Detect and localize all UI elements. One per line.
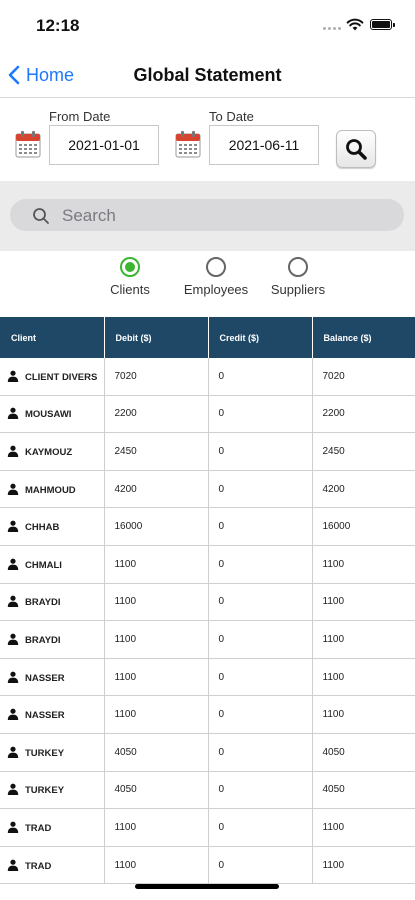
client-cell — [0, 771, 104, 809]
client-cell — [0, 846, 104, 884]
credit-cell: 0 — [208, 508, 312, 546]
credit-cell: 0 — [208, 621, 312, 659]
person-icon — [7, 445, 19, 457]
search-area — [0, 181, 415, 251]
person-icon — [7, 483, 19, 495]
column-header: Debit ($) — [104, 317, 208, 358]
column-header: Client — [0, 317, 104, 358]
table-row[interactable] — [0, 658, 415, 696]
table-row[interactable] — [0, 545, 415, 583]
credit-cell: 0 — [208, 358, 312, 395]
navigation-bar — [0, 50, 415, 98]
person-icon — [7, 859, 19, 871]
battery-icon — [370, 19, 392, 30]
column-header: Balance ($) — [312, 317, 415, 358]
to-date-field[interactable]: 2021-06-11 — [209, 125, 319, 165]
balance-cell: 4050 — [312, 733, 415, 771]
table-row[interactable] — [0, 358, 415, 395]
person-icon — [7, 821, 19, 833]
table-row[interactable] — [0, 846, 415, 884]
client-cell — [0, 433, 104, 471]
person-icon — [7, 407, 19, 419]
client-name: TURKEY — [25, 747, 65, 759]
debit-cell: 16000 — [104, 508, 208, 546]
table-row[interactable] — [0, 395, 415, 433]
client-cell — [0, 470, 104, 508]
search-placeholder: Search — [62, 206, 116, 225]
credit-cell: 0 — [208, 433, 312, 471]
balance-cell: 1100 — [312, 658, 415, 696]
balance-cell: 2200 — [312, 395, 415, 433]
radio-button[interactable] — [206, 257, 226, 277]
home-indicator — [135, 884, 279, 889]
client-name: CLIENT DIVERS — [25, 371, 98, 383]
person-icon — [7, 671, 19, 683]
search-button[interactable] — [336, 130, 376, 168]
debit-cell: 1100 — [104, 583, 208, 621]
person-icon — [7, 595, 19, 607]
credit-cell: 0 — [208, 545, 312, 583]
credit-cell: 0 — [208, 470, 312, 508]
credit-cell: 0 — [208, 583, 312, 621]
table-row[interactable] — [0, 621, 415, 659]
status-time: 12:18 — [36, 16, 80, 35]
balance-cell: 1100 — [312, 809, 415, 847]
search-icon — [344, 137, 368, 161]
balance-cell: 16000 — [312, 508, 415, 546]
table-row[interactable] — [0, 583, 415, 621]
debit-cell: 4050 — [104, 771, 208, 809]
page-title: Global Statement — [133, 65, 282, 85]
client-cell — [0, 621, 104, 659]
calendar-icon[interactable] — [15, 130, 41, 158]
debit-cell: 4050 — [104, 733, 208, 771]
balance-cell: 1100 — [312, 545, 415, 583]
credit-cell: 0 — [208, 846, 312, 884]
debit-cell: 1100 — [104, 658, 208, 696]
search-icon — [32, 207, 50, 225]
debit-cell: 4200 — [104, 470, 208, 508]
client-cell — [0, 658, 104, 696]
client-cell — [0, 733, 104, 771]
table-row[interactable] — [0, 470, 415, 508]
debit-cell: 7020 — [104, 358, 208, 395]
balance-cell: 1100 — [312, 583, 415, 621]
client-cell — [0, 809, 104, 847]
person-icon — [7, 370, 19, 382]
radio-suppliers[interactable] — [258, 257, 338, 307]
credit-cell: 0 — [208, 658, 312, 696]
debit-cell: 1100 — [104, 621, 208, 659]
balance-cell: 4050 — [312, 771, 415, 809]
credit-cell: 0 — [208, 809, 312, 847]
radio-clients[interactable] — [90, 257, 170, 307]
client-name: NASSER — [25, 672, 65, 684]
client-name: NASSER — [25, 710, 65, 722]
credit-cell: 0 — [208, 771, 312, 809]
radio-label: Employees — [183, 282, 249, 297]
client-cell — [0, 508, 104, 546]
from-date-label: From Date — [49, 109, 111, 124]
entity-type-selector — [0, 251, 415, 315]
radio-label: Suppliers — [270, 282, 326, 297]
balance-cell: 1100 — [312, 846, 415, 884]
radio-button-selected[interactable] — [120, 257, 140, 277]
status-bar — [0, 0, 415, 50]
balance-cell: 1100 — [312, 696, 415, 734]
client-name: BRAYDI — [25, 597, 61, 609]
credit-cell: 0 — [208, 395, 312, 433]
client-cell — [0, 696, 104, 734]
person-icon — [7, 520, 19, 532]
table-row[interactable] — [0, 809, 415, 847]
debit-cell: 1100 — [104, 809, 208, 847]
balance-cell: 2450 — [312, 433, 415, 471]
debit-cell: 2450 — [104, 433, 208, 471]
signal-icon — [323, 27, 343, 30]
radio-label: Clients — [110, 282, 150, 297]
table-body — [0, 358, 415, 884]
to-date-label: To Date — [209, 109, 254, 124]
statement-table[interactable] — [0, 317, 415, 872]
debit-cell: 1100 — [104, 696, 208, 734]
table-header-row — [0, 317, 415, 358]
client-cell — [0, 545, 104, 583]
person-icon — [7, 633, 19, 645]
credit-cell: 0 — [208, 696, 312, 734]
search-input[interactable] — [10, 199, 404, 231]
table-row[interactable] — [0, 508, 415, 546]
client-name: TURKEY — [25, 785, 65, 797]
debit-cell: 2200 — [104, 395, 208, 433]
from-date-field[interactable]: 2021-01-01 — [49, 125, 159, 165]
client-name: BRAYDI — [25, 634, 61, 646]
client-name: CHHAB — [25, 522, 60, 534]
person-icon — [7, 558, 19, 570]
person-icon — [7, 746, 19, 758]
table-row[interactable] — [0, 771, 415, 809]
client-cell — [0, 395, 104, 433]
back-label: Home — [26, 64, 75, 85]
person-icon — [7, 708, 19, 720]
balance-cell: 4200 — [312, 470, 415, 508]
client-cell — [0, 358, 104, 395]
client-name: TRAD — [25, 822, 52, 834]
client-cell — [0, 583, 104, 621]
client-name: CHMALI — [25, 559, 62, 571]
client-name: MOUSAWI — [25, 409, 72, 421]
table-row[interactable] — [0, 696, 415, 734]
balance-cell: 1100 — [312, 621, 415, 659]
table-row[interactable] — [0, 433, 415, 471]
client-name: MAHMOUD — [25, 484, 76, 496]
debit-cell: 1100 — [104, 846, 208, 884]
wifi-icon — [346, 17, 364, 31]
radio-employees[interactable] — [176, 257, 256, 307]
balance-cell: 7020 — [312, 358, 415, 395]
client-name: KAYMOUZ — [25, 446, 73, 458]
table-row[interactable] — [0, 733, 415, 771]
radio-button[interactable] — [288, 257, 308, 277]
calendar-icon[interactable] — [175, 130, 201, 158]
debit-cell: 1100 — [104, 545, 208, 583]
column-header: Credit ($) — [208, 317, 312, 358]
credit-cell: 0 — [208, 733, 312, 771]
client-name: TRAD — [25, 860, 52, 872]
person-icon — [7, 783, 19, 795]
